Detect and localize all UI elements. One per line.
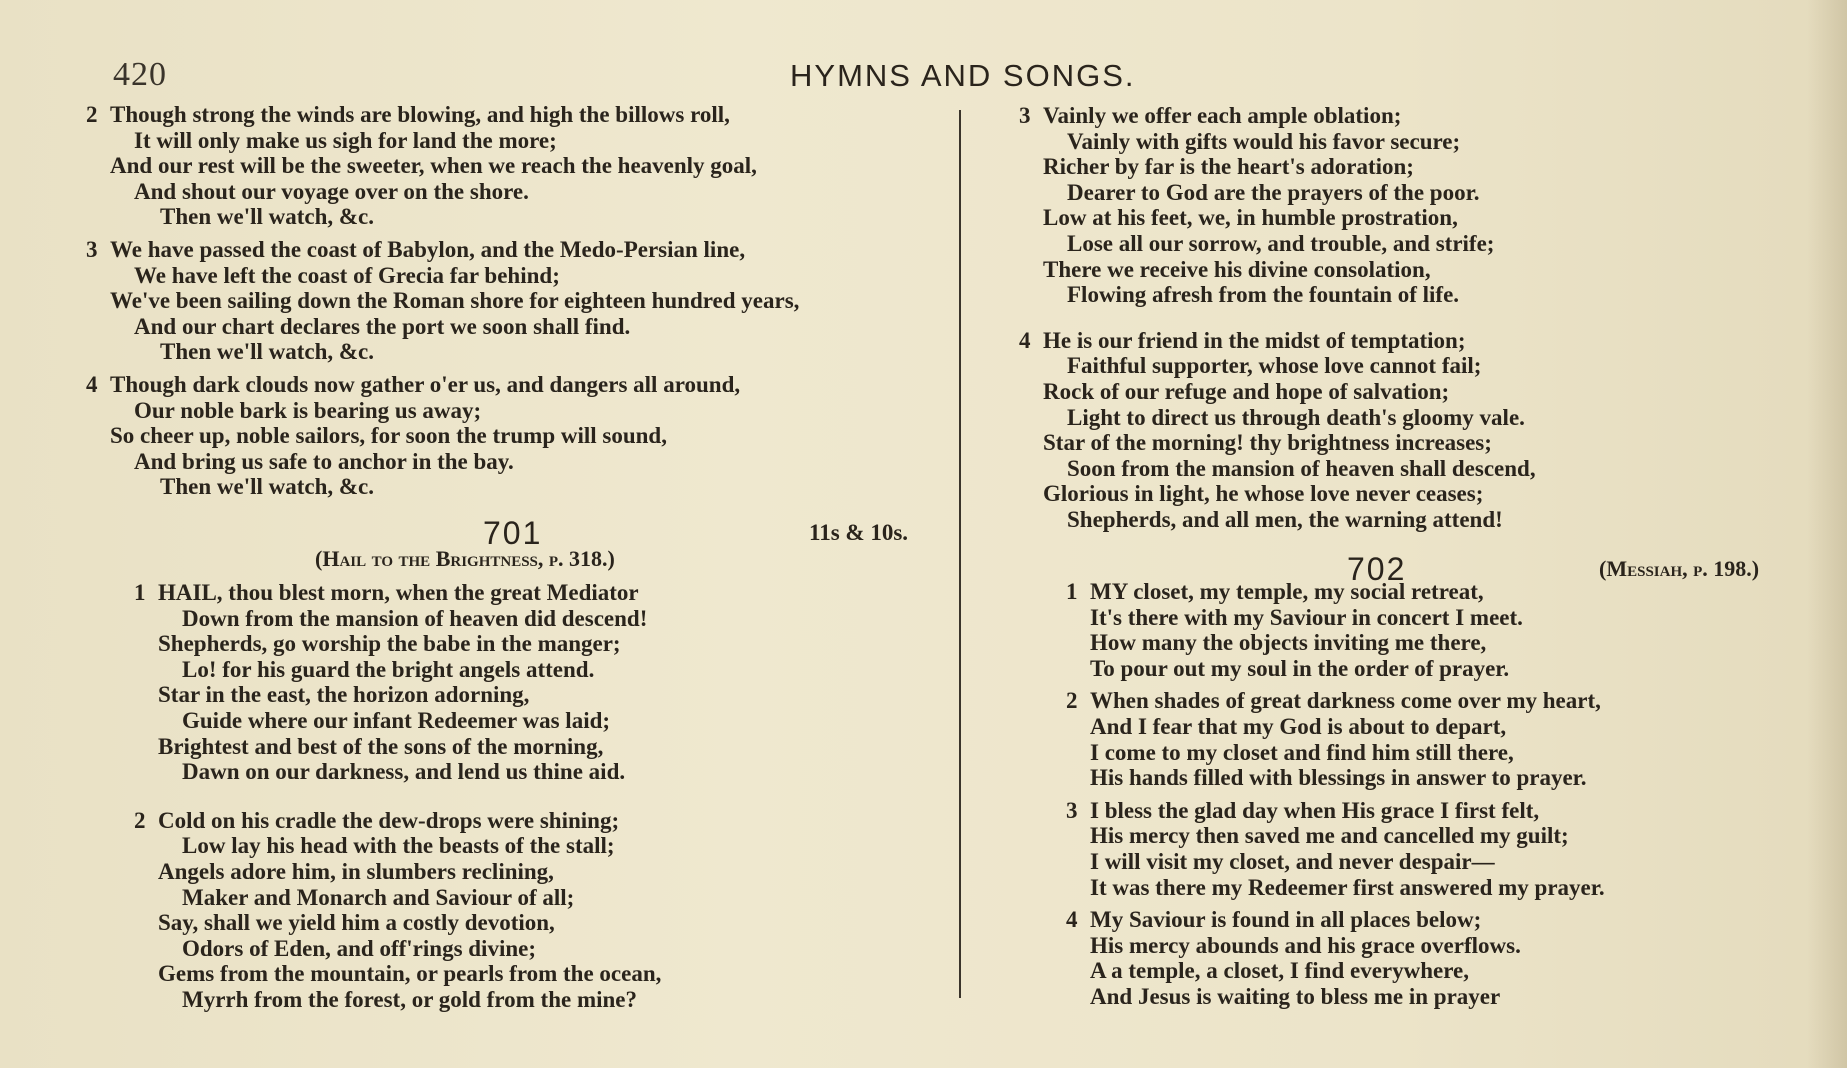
stanza-number: 2 — [86, 102, 98, 127]
stanza — [1066, 688, 1605, 790]
verse-line: Shepherds, and all men, the warning attend! — [1067, 506, 1503, 532]
stanza-number: 4 — [1066, 907, 1078, 933]
stanza-number: 3 — [1019, 103, 1031, 128]
stanza-number: 3 — [86, 236, 98, 262]
left-continued-stanzas — [86, 102, 799, 500]
running-head: HYMNS AND SONGS. — [790, 58, 1136, 93]
verse-line: It's there with my Saviour in concert I meet. — [1090, 604, 1523, 630]
verse-line: Myrrh from the forest, or gold from the mine? — [182, 986, 638, 1012]
stanza — [1019, 328, 1536, 533]
verse-line: MY closet, my temple, my social retreat, — [1090, 579, 1484, 604]
refrain-line: Then we'll watch, &c. — [160, 339, 375, 365]
hymn-702-stanzas — [1066, 579, 1605, 1010]
verse-line: Maker and Monarch and Saviour of all; — [182, 884, 575, 910]
verse-line: So cheer up, noble sailors, for soon the trump will sound, — [110, 423, 667, 449]
verse-line: Soon from the mansion of heaven shall descend, — [1067, 455, 1536, 481]
verse-line: Though dark clouds now gather o'er us, and dangers all around, — [110, 371, 741, 397]
hymn-702-number: 702 — [1347, 551, 1407, 587]
hymn-701-tune: (Hail to the Brightness, p. 318.) — [315, 546, 615, 571]
hymn-702-tune: (Messiah, p. 198.) — [1599, 556, 1760, 581]
column-divider — [959, 110, 961, 998]
verse-line: Star of the morning! thy brightness increases; — [1043, 430, 1492, 456]
verse-line: Dearer to God are the prayers of the poor. — [1067, 179, 1480, 205]
verse-line: Vainly with gifts would his favor secure; — [1067, 128, 1461, 154]
verse-line: When shades of great darkness come over my heart, — [1090, 688, 1601, 714]
stanza — [134, 808, 661, 1013]
verse-line: Low lay his head with the beasts of the stall; — [182, 833, 615, 859]
verse-line: His hands filled with blessings in answer to prayer. — [1090, 765, 1587, 791]
refrain-line: Then we'll watch, &c. — [160, 474, 375, 500]
stanza — [1066, 579, 1605, 681]
verse-line: How many the objects inviting me there, — [1090, 630, 1487, 656]
verse-line: Cold on his cradle the dew-drops were shining; — [158, 807, 620, 833]
verse-line: Faithful supporter, whose love cannot fail; — [1067, 353, 1482, 379]
verse-line: And bring us safe to anchor in the bay. — [134, 448, 514, 474]
verse-line: Lo! for his guard the bright angels attend. — [182, 656, 595, 682]
verse-line: He is our friend in the midst of temptation; — [1043, 327, 1466, 353]
right-continued-stanzas — [1019, 103, 1536, 533]
verse-line: We have left the coast of Grecia far behind; — [134, 262, 560, 288]
verse-line: Though strong the winds are blowing, and high the billows roll, — [110, 102, 730, 127]
verse-line: We've been sailing down the Roman shore for eighteen hundred years, — [110, 288, 800, 314]
verse-line: Odors of Eden, and off'rings divine; — [182, 935, 536, 961]
verse-line: I come to my closet and find him still there, — [1090, 739, 1514, 765]
verse-line: Down from the mansion of heaven did descend! — [182, 605, 648, 631]
verse-line: Star in the east, the horizon adorning, — [158, 682, 530, 708]
verse-line: Guide where our infant Redeemer was laid; — [182, 707, 611, 733]
verse-line: A a temple, a closet, I find everywhere, — [1090, 958, 1469, 984]
verse-line: Gems from the mountain, or pearls from the ocean, — [158, 961, 662, 987]
stanza — [86, 102, 799, 230]
verse-line: I will visit my closet, and never despair— — [1090, 848, 1495, 874]
verse-line: And our rest will be the sweeter, when we reach the heavenly goal, — [110, 153, 757, 179]
verse-line: There we receive his divine consolation, — [1043, 256, 1431, 282]
verse-line: Low at his feet, we, in humble prostration, — [1043, 205, 1458, 231]
hymn-701-meter: 11s & 10s. — [809, 520, 909, 545]
stanza-number: 1 — [1066, 579, 1078, 604]
stanza-number: 3 — [1066, 797, 1078, 823]
hymn-701-stanzas — [134, 580, 661, 1013]
hymn-701-number: 701 — [483, 515, 543, 551]
stanza — [86, 237, 799, 365]
verse-line: Rock of our refuge and hope of salvation; — [1043, 378, 1450, 404]
verse-line: My Saviour is found in all places below; — [1090, 907, 1482, 933]
stanza — [1019, 103, 1536, 308]
verse-line: His mercy then saved me and cancelled my guilt; — [1090, 823, 1569, 849]
page-number: 420 — [113, 56, 167, 93]
verse-line: Glorious in light, he whose love never ceases; — [1043, 481, 1484, 507]
refrain-line: Then we'll watch, &c. — [160, 204, 375, 230]
verse-line: Richer by far is the heart's adoration; — [1043, 154, 1414, 180]
stanza-number: 4 — [86, 371, 98, 397]
verse-line: It was there my Redeemer first answered my prayer. — [1090, 874, 1605, 900]
verse-line: We have passed the coast of Babylon, and the Medo-Persian line, — [110, 236, 746, 262]
verse-line: And Jesus is waiting to bless me in prayer — [1090, 983, 1501, 1009]
verse-line: And our chart declares the port we soon shall find. — [134, 313, 631, 339]
verse-line: HAIL, thou blest morn, when the great Mediator — [158, 580, 639, 605]
verse-line: Angels adore him, in slumbers reclining, — [158, 858, 554, 884]
verse-line: To pour out my soul in the order of prayer. — [1090, 655, 1510, 681]
verse-line: Our noble bark is bearing us away; — [134, 397, 482, 423]
verse-line: And I fear that my God is about to depart, — [1090, 713, 1507, 739]
verse-line: Flowing afresh from the fountain of life. — [1067, 282, 1460, 308]
stanza-number: 1 — [134, 580, 146, 605]
verse-line: Shepherds, go worship the babe in the manger; — [158, 631, 621, 657]
stanza — [1066, 907, 1605, 1009]
stanza — [86, 372, 799, 500]
stanza — [1066, 798, 1605, 900]
stanza — [134, 580, 661, 785]
verse-line: Vainly we offer each ample oblation; — [1043, 103, 1402, 128]
verse-line: Say, shall we yield him a costly devotion, — [158, 910, 555, 936]
verse-line: Dawn on our darkness, and lend us thine aid. — [182, 759, 626, 785]
stanza-number: 4 — [1019, 327, 1031, 353]
stanza-number: 2 — [134, 807, 146, 833]
verse-line: Light to direct us through death's gloomy vale. — [1067, 404, 1525, 430]
stanza-number: 2 — [1066, 688, 1078, 714]
verse-line: It will only make us sigh for land the more; — [134, 127, 557, 153]
verse-line: Lose all our sorrow, and trouble, and strife; — [1067, 230, 1495, 256]
verse-line: His mercy abounds and his grace overflows. — [1090, 932, 1521, 958]
verse-line: I bless the glad day when His grace I first felt, — [1090, 797, 1540, 823]
verse-line: And shout our voyage over on the shore. — [134, 178, 529, 204]
verse-line: Brightest and best of the sons of the morning, — [158, 733, 604, 759]
